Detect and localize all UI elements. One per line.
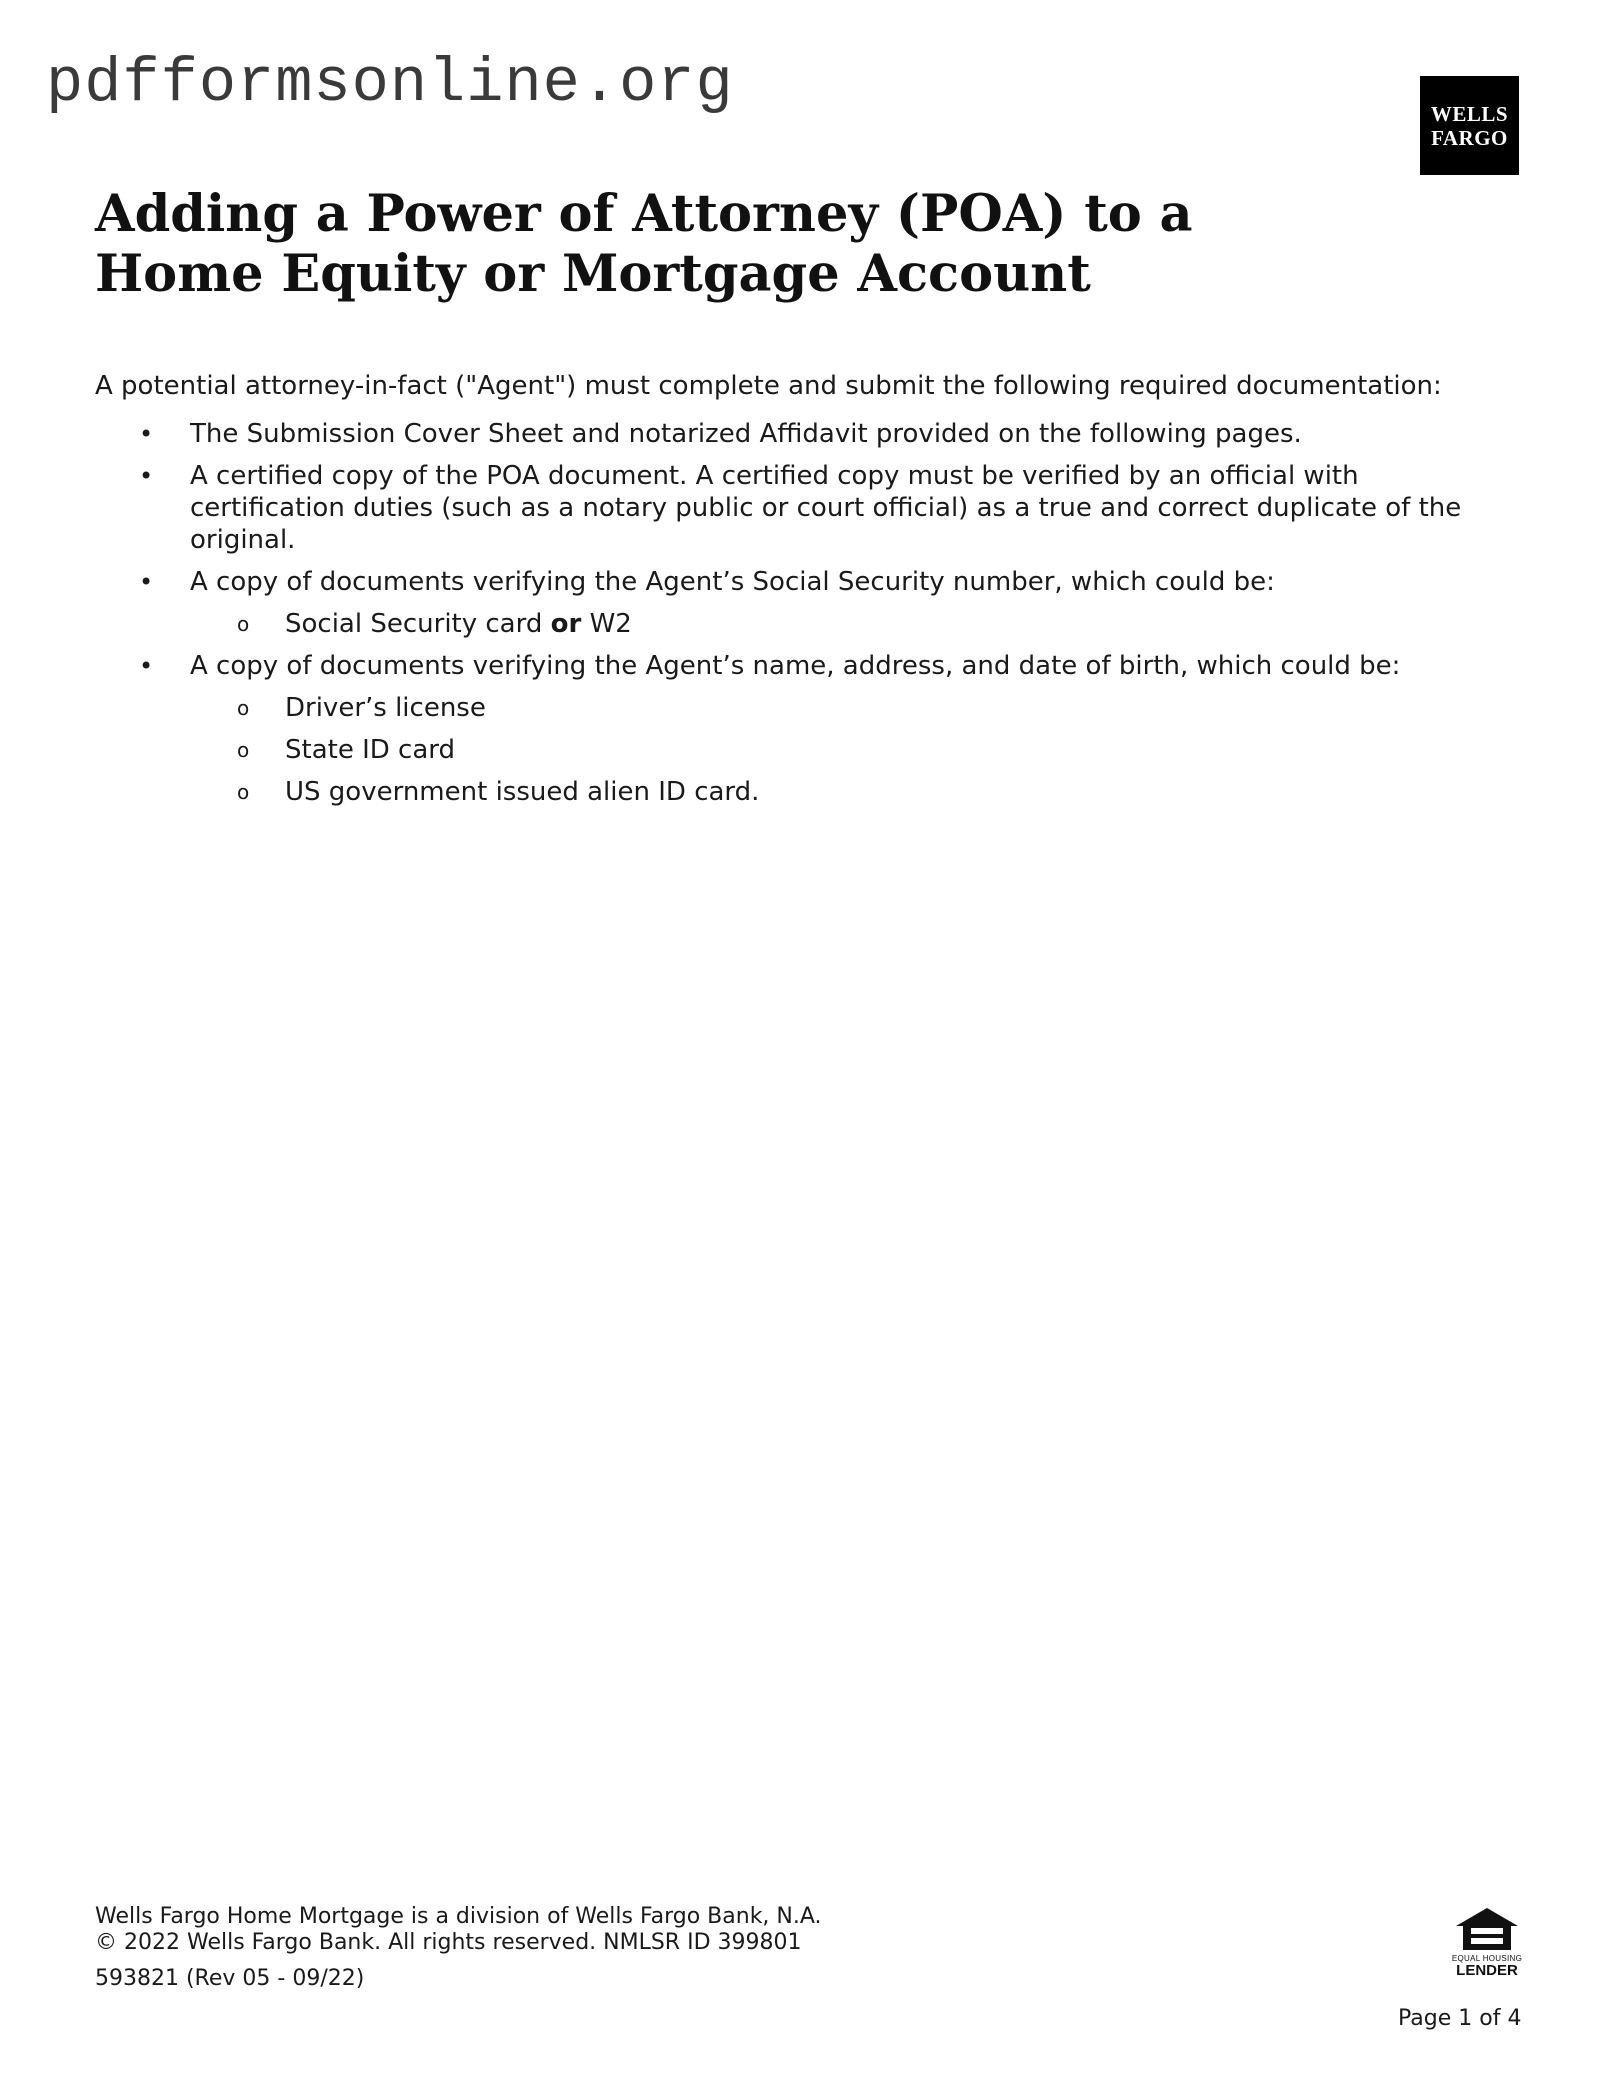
item-text: The Submission Cover Sheet and notarized Affidavit provided on the following pages. [190, 419, 1302, 449]
item-text: A copy of documents verifying the Agent’s Social Security number, which could be: [190, 567, 1275, 597]
list-item [95, 460, 1515, 556]
sub-list-item [95, 692, 1515, 724]
bullet-icon: • [139, 568, 154, 596]
ssn-option-or: or [550, 609, 582, 639]
item-text: A copy of documents verifying the Agent’s name, address, and date of birth, which could be: [190, 651, 1401, 681]
footer-line-1: Wells Fargo Home Mortgage is a division of Wells Fargo Bank, N.A. [95, 1904, 822, 1929]
page-title [95, 184, 1193, 304]
title-line-1: Adding a Power of Attorney (POA) to a [95, 184, 1193, 244]
sub-bullet-icon: o [237, 696, 250, 720]
wells-fargo-logo [1420, 76, 1519, 175]
equal-housing-lender-logo [1450, 1906, 1524, 1978]
page-number: Page 1 of 4 [1398, 2006, 1522, 2031]
lender-text: LENDER [1456, 1962, 1518, 1979]
site-watermark: pdfformsonline.org [46, 48, 734, 119]
id-option-text: State ID card [285, 735, 456, 765]
bullet-icon: • [139, 420, 154, 448]
logo-line-2: FARGO [1431, 125, 1508, 150]
sub-list-item [95, 608, 1515, 640]
footer-line-2: © 2022 Wells Fargo Bank. All rights reserved. NMLSR ID 399801 [95, 1930, 802, 1955]
logo-line-1: WELLS [1430, 101, 1509, 126]
id-option-text: Driver’s license [285, 693, 486, 723]
equal-housing-text: EQUAL HOUSING [1451, 1954, 1523, 1963]
title-line-2: Home Equity or Mortgage Account [95, 244, 1091, 304]
intro-paragraph: A potential attorney-in-fact ("Agent") must complete and submit the following required documentation: [95, 371, 1442, 401]
bullet-icon: • [139, 462, 154, 490]
list-item [95, 650, 1515, 808]
list-item [95, 418, 1515, 450]
item-text: A certified copy of the POA document. A certified copy must be verified by an official with certification duties (such as a notary public or court official) as a true and correct duplicate of the original. [190, 461, 1462, 555]
house-icon [1454, 1906, 1520, 1952]
ssn-option-part1: Social Security card [285, 609, 551, 639]
sub-list-item [95, 734, 1515, 766]
form-revision: 593821 (Rev 05 - 09/22) [95, 1966, 365, 1991]
sub-bullet-icon: o [237, 780, 250, 804]
sub-bullet-icon: o [237, 738, 250, 762]
footer [95, 1904, 822, 1992]
id-option-text: US government issued alien ID card. [285, 777, 760, 807]
requirements-list [95, 418, 1515, 818]
bullet-icon: • [139, 652, 154, 680]
sub-bullet-icon: o [237, 612, 250, 636]
ssn-option-part2: W2 [581, 609, 632, 639]
sub-list-item [95, 776, 1515, 808]
list-item [95, 566, 1515, 640]
